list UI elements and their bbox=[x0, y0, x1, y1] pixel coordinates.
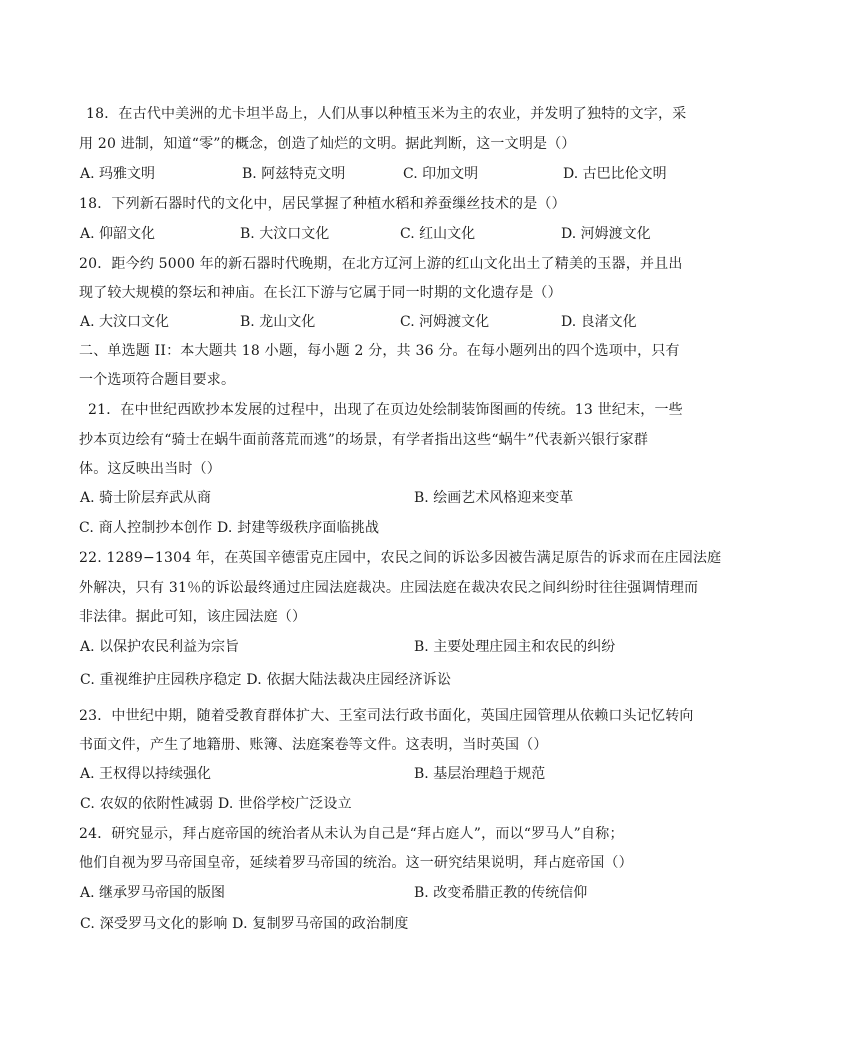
q18-option-b: B. 阿兹特克文明 bbox=[242, 166, 346, 182]
q21-stem-line-2: 抄本页边绘有“骑士在蜗牛面前落荒而逃”的场景，有学者指出这些“蜗牛”代表新兴银行家群 bbox=[79, 432, 649, 448]
q21-option-a: A. 骑士阶层弃武从商 bbox=[80, 490, 212, 506]
q21-options-cd: C. 商人控制抄本创作 D. 封建等级秩序面临挑战 bbox=[79, 520, 380, 536]
q18-stem-line-2: 用 20 进制，知道“零”的概念，创造了灿烂的文明。据此判断，这一文明是（） bbox=[79, 136, 576, 152]
q22-options-cd: C. 重视维护庄园秩序稳定 D. 依据大陆法裁决庄园经济诉讼 bbox=[80, 672, 452, 688]
q20-option-b: B. 龙山文化 bbox=[240, 314, 316, 330]
q24-stem-line-2: 他们自视为罗马帝国皇帝，延续着罗马帝国的统治。这一研究结果说明，拜占庭帝国（） bbox=[79, 855, 633, 871]
q23-stem-line-1: 23．中世纪中期，随着受教育群体扩大、王室司法行政书面化，英国庄园管理从依赖口头记忆转向 bbox=[79, 708, 694, 724]
q20-option-a: A. 大汶口文化 bbox=[80, 314, 170, 330]
q19-stem: 18．下列新石器时代的文化中，居民掌握了种植水稻和养蚕缫丝技术的是（） bbox=[79, 196, 566, 212]
q21-stem-line-3: 体。这反映出当时（） bbox=[79, 461, 221, 477]
q18-option-c: C. 印加文明 bbox=[403, 166, 479, 182]
q20-stem-line-2: 现了较大规模的祭坛和神庙。在长江下游与它属于同一时期的文化遗存是（） bbox=[79, 285, 562, 301]
q24-stem-line-1: 24．研究显示，拜占庭帝国的统治者从未认为自己是“拜占庭人”，而以“罗马人”自称； bbox=[79, 826, 624, 842]
q24-option-b: B. 改变希腊正教的传统信仰 bbox=[414, 885, 588, 901]
q18-stem-line-1: 18．在古代中美洲的尤卡坦半岛上，人们从事以种植玉米为主的农业，并发明了独特的文字，采 bbox=[86, 106, 687, 122]
q20-option-d: D. 良渚文化 bbox=[561, 314, 637, 330]
q21-stem-line-1: 21．在中世纪西欧抄本发展的过程中，出现了在页边处绘制装饰图画的传统。13 世纪末，一些 bbox=[88, 402, 683, 418]
q22-stem-line-3: 非法律。据此可知，该庄园法庭（） bbox=[79, 609, 307, 625]
q23-stem-line-2: 书面文件，产生了地籍册、账簿、法庭案卷等文件。这表明，当时英国（） bbox=[79, 737, 548, 753]
q18-option-d: D. 古巴比伦文明 bbox=[563, 166, 667, 182]
q22-stem-line-1: 22. 1289−1304 年，在英国辛德雷克庄园中，农民之间的诉讼多因被告满足原告的诉求而在庄园法庭 bbox=[79, 550, 722, 566]
section-heading-line-2: 一个选项符合题目要求。 bbox=[79, 372, 236, 388]
section-heading-line-1: 二、单选题 II：本大题共 18 小题，每小题 2 分，共 36 分。在每小题列出的四个选项中，只有 bbox=[79, 343, 680, 359]
q22-option-b: B. 主要处理庄园主和农民的纠纷 bbox=[414, 639, 616, 655]
q24-options-cd: C. 深受罗马文化的影响 D. 复制罗马帝国的政治制度 bbox=[80, 916, 409, 932]
q22-stem-line-2: 外解决，只有 31％的诉讼最终通过庄园法庭裁决。庄园法庭在裁决农民之间纠纷时往往强调情理而 bbox=[79, 580, 699, 596]
q18-option-a: A. 玛雅文明 bbox=[80, 166, 156, 182]
q19-option-b: B. 大汶口文化 bbox=[240, 226, 330, 242]
q19-option-c: C. 红山文化 bbox=[400, 226, 476, 242]
q21-option-b: B. 绘画艺术风格迎来变革 bbox=[414, 490, 574, 506]
q24-option-a: A. 继承罗马帝国的版图 bbox=[80, 885, 226, 901]
q19-option-d: D. 河姆渡文化 bbox=[561, 226, 651, 242]
q23-option-b: B. 基层治理趋于规范 bbox=[414, 766, 546, 782]
q20-option-c: C. 河姆渡文化 bbox=[400, 314, 490, 330]
q20-stem-line-1: 20．距今约 5000 年的新石器时代晚期，在北方辽河上游的红山文化出土了精美的玉器，并且出 bbox=[79, 256, 683, 272]
q23-option-a: A. 王权得以持续强化 bbox=[80, 766, 212, 782]
q22-option-a: A. 以保护农民利益为宗旨 bbox=[80, 639, 240, 655]
q23-options-cd: C. 农奴的依附性减弱 D. 世俗学校广泛设立 bbox=[80, 796, 352, 812]
q19-option-a: A. 仰韶文化 bbox=[80, 226, 156, 242]
